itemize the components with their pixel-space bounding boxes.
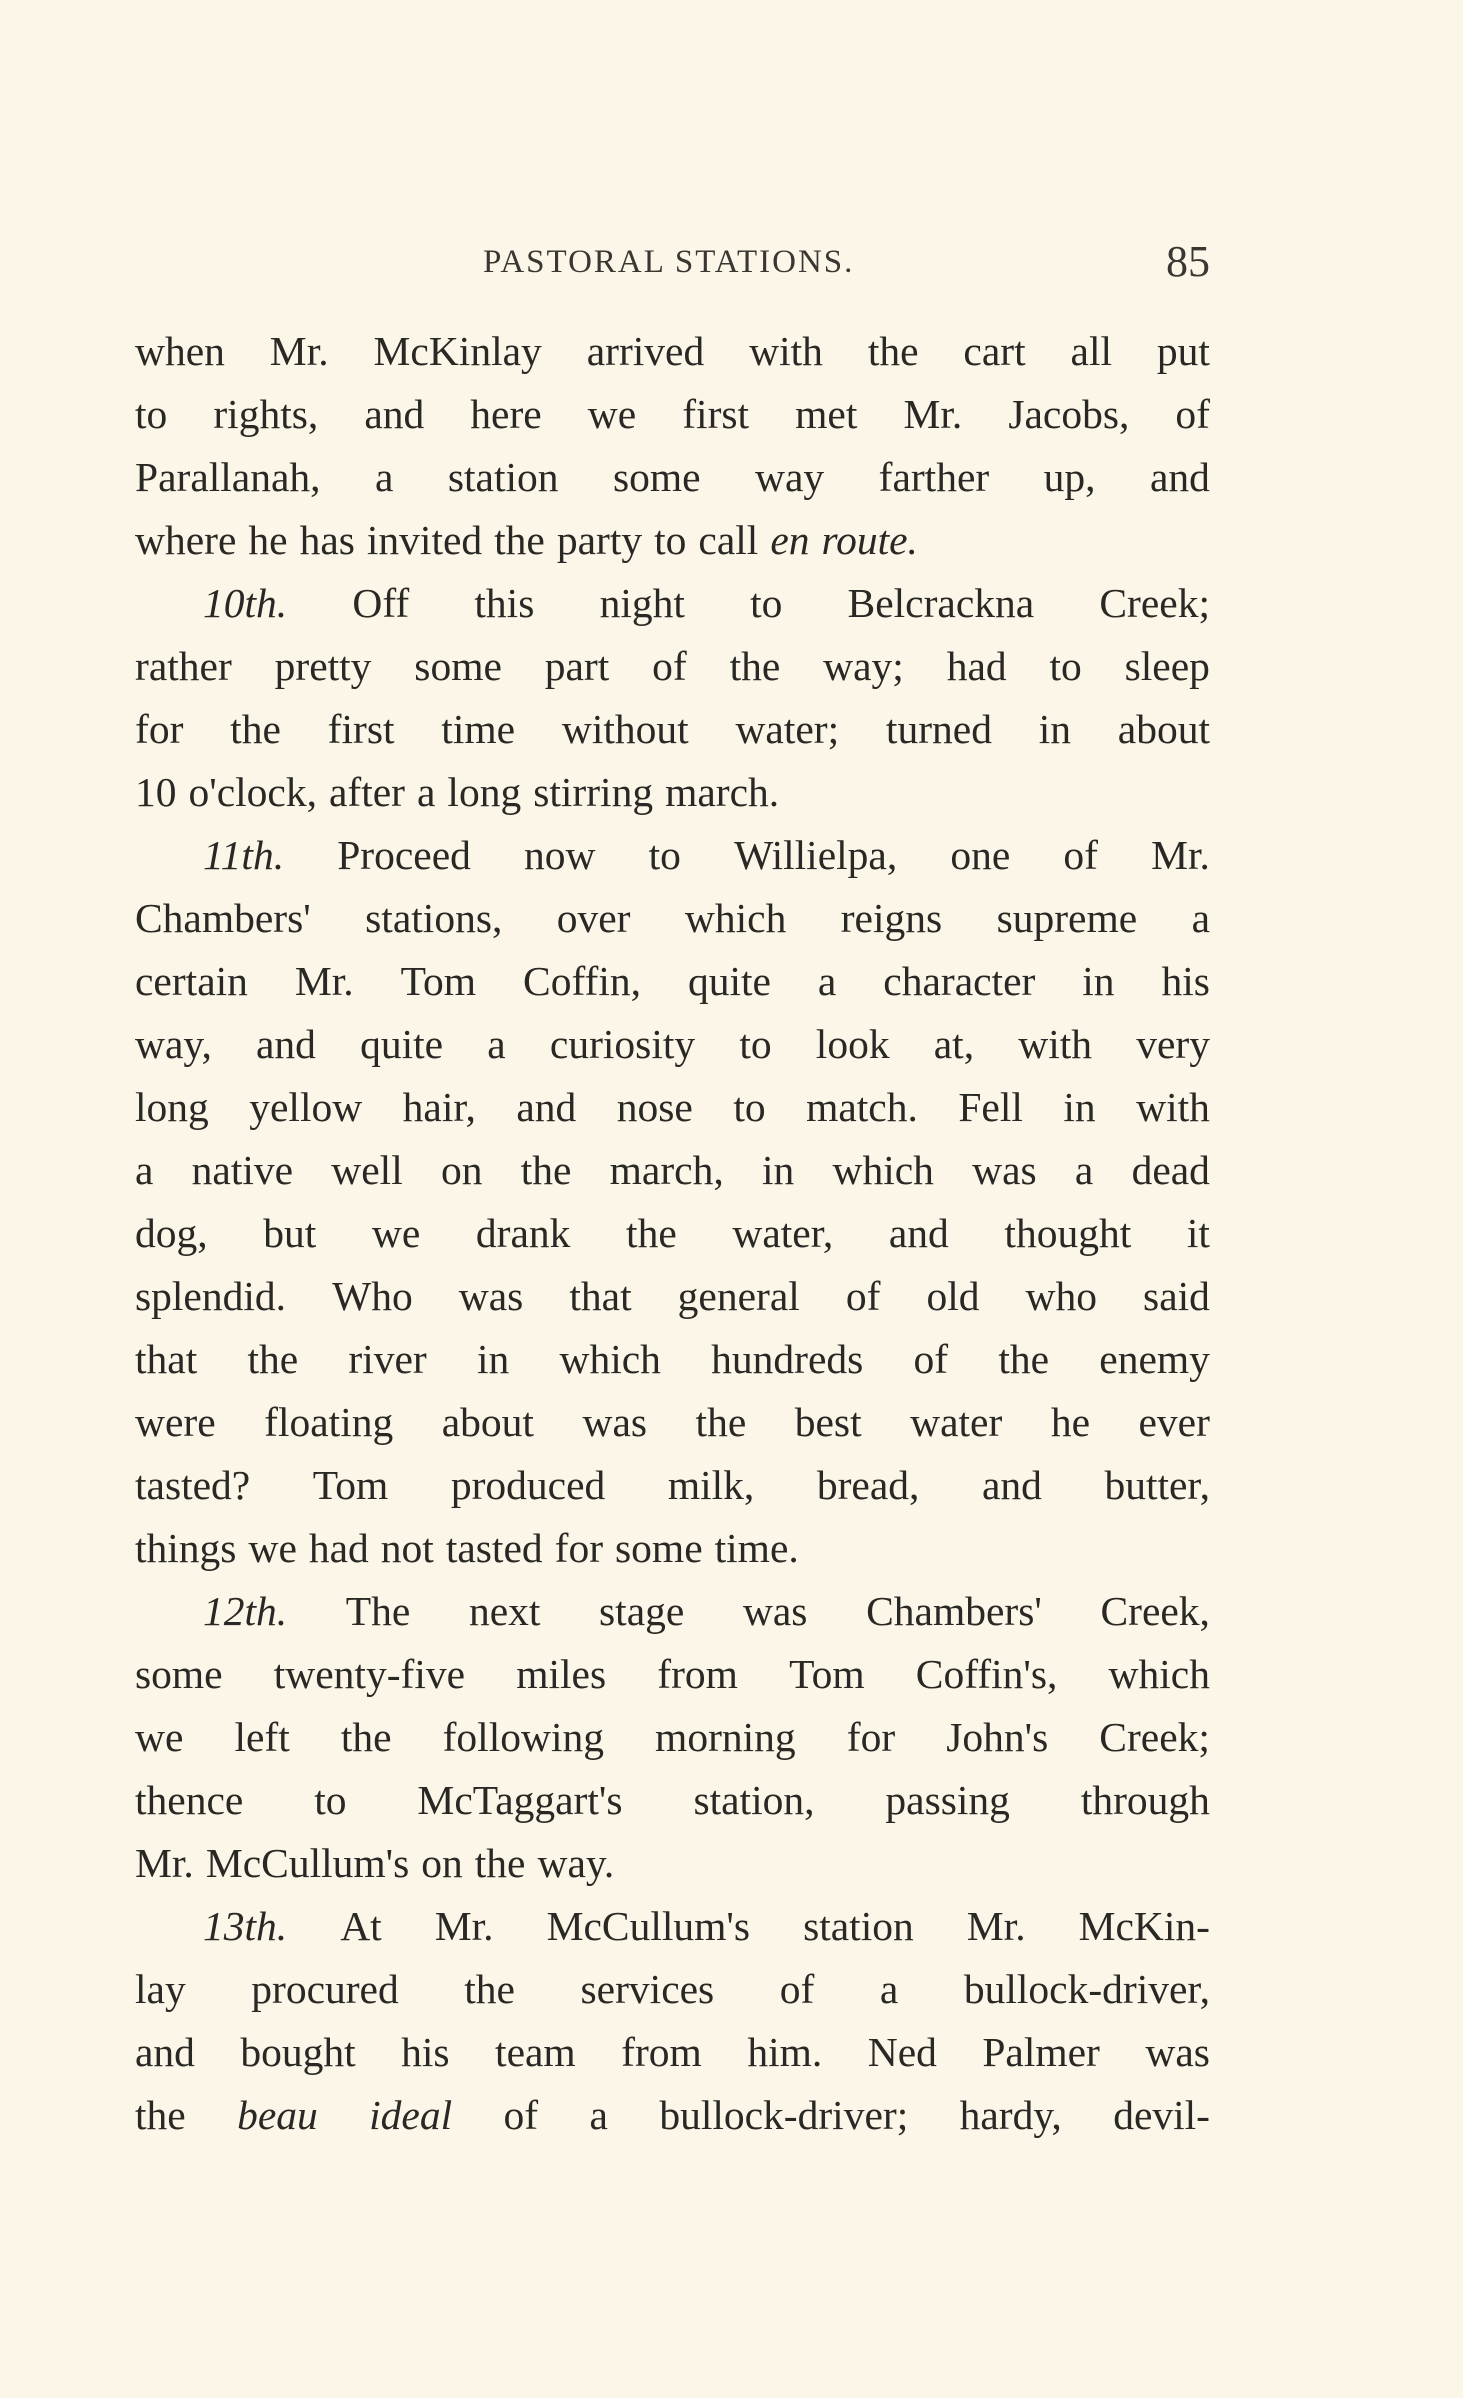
word: lay <box>135 1966 186 2012</box>
word: we <box>248 1525 297 1571</box>
word: curiosity <box>549 1021 696 1067</box>
word: hair, <box>402 1084 476 1130</box>
word: in <box>476 1336 510 1382</box>
word: a <box>589 2092 608 2138</box>
word: cart <box>963 328 1026 374</box>
word: yellow <box>249 1084 363 1130</box>
text-line <box>135 1139 1210 1202</box>
word: reigns <box>840 895 943 941</box>
body-text <box>135 320 1210 2147</box>
word: up, <box>1043 454 1096 500</box>
text-line <box>135 1643 1210 1706</box>
word: splendid. <box>135 1273 287 1319</box>
word: but <box>263 1210 317 1256</box>
word: well <box>331 1147 403 1193</box>
word: the <box>998 1336 1050 1382</box>
text-line <box>135 824 1210 887</box>
word: Creek; <box>1099 1714 1210 1760</box>
word: to <box>1049 643 1082 689</box>
word: and <box>981 1462 1042 1508</box>
word: Creek; <box>1099 580 1210 626</box>
word: he <box>248 517 288 563</box>
word: and <box>516 1084 577 1130</box>
word: hardy, <box>959 2092 1062 2138</box>
word: dead <box>1131 1147 1210 1193</box>
word: left <box>234 1714 290 1760</box>
word: next <box>468 1588 541 1634</box>
word: tasted? <box>135 1462 251 1508</box>
word: look <box>815 1021 890 1067</box>
word: to <box>739 1021 772 1067</box>
word: his <box>1161 958 1210 1004</box>
word: Jacobs, <box>1008 391 1130 437</box>
word: stage <box>599 1588 685 1634</box>
word: to <box>314 1777 347 1823</box>
word: the <box>474 1840 526 1886</box>
word: said <box>1143 1273 1210 1319</box>
word: McCullum's <box>205 1840 410 1886</box>
text-line <box>135 1580 1210 1643</box>
word: pretty <box>274 643 372 689</box>
word: night <box>599 580 685 626</box>
text-line <box>135 1328 1210 1391</box>
word: drank <box>475 1210 571 1256</box>
word: with <box>1136 1084 1210 1130</box>
word: had <box>308 1525 369 1571</box>
word: the <box>695 1399 747 1445</box>
word: Proceed <box>337 832 471 878</box>
word: long <box>447 769 522 815</box>
word: invited <box>366 517 483 563</box>
word: after <box>328 769 405 815</box>
word: things <box>135 1525 237 1571</box>
text-line <box>135 446 1210 509</box>
word: 13th. <box>203 1903 288 1949</box>
word: time <box>441 706 516 752</box>
word: enemy <box>1099 1336 1210 1382</box>
text-line <box>135 950 1210 1013</box>
text-line <box>135 2084 1210 2147</box>
word: was <box>458 1273 524 1319</box>
word: ideal <box>369 2092 453 2138</box>
word: to <box>750 580 783 626</box>
word: Coffin, <box>523 958 642 1004</box>
word: Mr. <box>294 958 354 1004</box>
text-line <box>135 1013 1210 1076</box>
word: 11th. <box>203 832 285 878</box>
word: procured <box>251 1966 399 2012</box>
word: bread, <box>816 1462 920 1508</box>
word: twenty-five <box>273 1651 466 1697</box>
word: old <box>926 1273 980 1319</box>
word: part <box>544 643 610 689</box>
word: The <box>345 1588 411 1634</box>
word: a <box>135 1147 154 1193</box>
word: the <box>230 706 281 752</box>
text-line <box>135 1391 1210 1454</box>
word: had <box>946 643 1007 689</box>
word: which <box>559 1336 661 1382</box>
word: time. <box>714 1525 799 1571</box>
word: miles <box>516 1651 607 1697</box>
word: way <box>755 454 825 500</box>
word: him. <box>747 2029 823 2075</box>
word: which <box>684 895 787 941</box>
text-line <box>135 698 1210 761</box>
word: Belcrackna <box>847 580 1035 626</box>
word: turned <box>885 706 992 752</box>
word: Chambers' <box>866 1588 1042 1634</box>
word: of <box>503 2092 539 2138</box>
word: were <box>135 1399 216 1445</box>
word: the <box>867 328 919 374</box>
word: Coffin's, <box>915 1651 1058 1697</box>
running-head-title: PASTORAL STATIONS. <box>483 244 855 280</box>
word: the <box>520 1147 572 1193</box>
word: we <box>371 1210 421 1256</box>
word: Willielpa, <box>734 832 898 878</box>
word: Parallanah, <box>135 454 321 500</box>
word: 10 <box>135 769 177 815</box>
text-line <box>135 1454 1210 1517</box>
word: first <box>327 706 395 752</box>
word: a <box>417 769 436 815</box>
text-line <box>135 2021 1210 2084</box>
text-line <box>135 1706 1210 1769</box>
word: nose <box>616 1084 693 1130</box>
text-line <box>135 1895 1210 1958</box>
word: devil- <box>1113 2092 1210 2138</box>
word: beau <box>237 2092 318 2138</box>
word: a <box>487 1021 506 1067</box>
word: to <box>733 1084 766 1130</box>
word: for <box>554 1525 604 1571</box>
word: Mr. <box>1151 832 1210 878</box>
word: with <box>1018 1021 1093 1067</box>
word: his <box>401 2029 450 2075</box>
word: McKinlay <box>373 328 542 374</box>
text-line <box>135 1202 1210 1265</box>
word: 12th. <box>203 1588 288 1634</box>
word: where <box>135 517 237 563</box>
word: on <box>421 1840 463 1886</box>
text-line <box>135 887 1210 950</box>
word: the <box>464 1966 515 2012</box>
word: John's <box>946 1714 1049 1760</box>
word: some <box>612 454 701 500</box>
word: Ned <box>867 2029 937 2075</box>
word: passing <box>885 1777 1010 1823</box>
word: floating <box>264 1399 394 1445</box>
word: thence <box>135 1777 244 1823</box>
word: without <box>561 706 689 752</box>
word: we <box>587 391 637 437</box>
word: supreme <box>996 895 1138 941</box>
word: and <box>888 1210 949 1256</box>
word: route. <box>821 517 918 563</box>
word: here <box>470 391 542 437</box>
word: all <box>1070 328 1113 374</box>
word: water, <box>732 1210 834 1256</box>
word: in <box>1038 706 1072 752</box>
word: Mr. <box>135 1840 194 1886</box>
book-page <box>135 230 1210 2147</box>
word: bullock-driver; <box>659 2092 909 2138</box>
word: from <box>657 1651 738 1697</box>
text-line <box>135 320 1210 383</box>
word: first <box>682 391 750 437</box>
word: match. <box>806 1084 918 1130</box>
word: which <box>832 1147 934 1193</box>
word: now <box>524 832 596 878</box>
running-head <box>135 230 1210 300</box>
word: of <box>913 1336 949 1382</box>
word: Creek, <box>1100 1588 1210 1634</box>
word: milk, <box>667 1462 755 1508</box>
text-line <box>135 1265 1210 1328</box>
word: of <box>779 1966 815 2012</box>
word: he <box>1050 1399 1090 1445</box>
word: ever <box>1138 1399 1210 1445</box>
word: Tom <box>312 1462 389 1508</box>
word: a <box>374 454 394 500</box>
word: march, <box>609 1147 724 1193</box>
word: that <box>569 1273 632 1319</box>
word: some <box>615 1525 703 1571</box>
word: when <box>135 328 225 374</box>
word: not <box>380 1525 434 1571</box>
word: farther <box>878 454 990 500</box>
word: rights, <box>213 391 319 437</box>
word: put <box>1156 328 1210 374</box>
word: water <box>910 1399 1003 1445</box>
word: McTaggart's <box>417 1777 623 1823</box>
word: butter, <box>1104 1462 1210 1508</box>
word: quite <box>687 958 771 1004</box>
word: way. <box>537 1840 615 1886</box>
word: certain <box>135 958 248 1004</box>
word: we <box>135 1714 184 1760</box>
word: call <box>698 517 759 563</box>
word: Off <box>352 580 410 626</box>
word: the <box>135 2092 186 2138</box>
word: which <box>1108 1651 1210 1697</box>
word: on <box>440 1147 483 1193</box>
word: about <box>441 1399 534 1445</box>
word: was <box>1145 2029 1210 2075</box>
word: to <box>135 391 168 437</box>
word: long <box>135 1084 209 1130</box>
word: dog, <box>135 1210 208 1256</box>
word: was <box>742 1588 808 1634</box>
word: services <box>580 1966 715 2012</box>
text-line <box>135 1958 1210 2021</box>
word: of <box>845 1273 881 1319</box>
word: produced <box>450 1462 606 1508</box>
word: At <box>340 1903 382 1949</box>
word: McCullum's <box>546 1903 751 1949</box>
word: the <box>626 1210 677 1256</box>
word: stirring <box>533 769 654 815</box>
word: some <box>135 1651 223 1697</box>
word: thought <box>1004 1210 1132 1256</box>
word: to <box>648 832 681 878</box>
word: from <box>621 2029 702 2075</box>
word: stations, <box>365 895 503 941</box>
word: over <box>556 895 631 941</box>
word: Tom <box>789 1651 865 1697</box>
text-line <box>135 1769 1210 1832</box>
word: to <box>654 517 687 563</box>
word: through <box>1080 1777 1210 1823</box>
word: morning <box>655 1714 796 1760</box>
word: with <box>749 328 823 374</box>
text-line <box>135 1517 1210 1580</box>
word: hundreds <box>711 1336 864 1382</box>
word: and <box>135 2029 195 2075</box>
word: Fell <box>958 1084 1023 1130</box>
word: best <box>794 1399 862 1445</box>
word: who <box>1025 1273 1097 1319</box>
word: this <box>474 580 535 626</box>
text-line <box>135 509 1210 572</box>
word: tasted <box>445 1525 543 1571</box>
word: for <box>135 706 184 752</box>
word: bought <box>240 2029 356 2075</box>
text-line <box>135 635 1210 698</box>
word: rather <box>135 643 232 689</box>
word: a <box>1191 895 1210 941</box>
word: a <box>1074 1147 1094 1193</box>
word: station, <box>693 1777 815 1823</box>
word: some <box>414 643 502 689</box>
word: and <box>256 1021 316 1067</box>
word: Mr. <box>903 391 963 437</box>
word: of <box>1063 832 1098 878</box>
word: station <box>447 454 559 500</box>
word: Palmer <box>982 2029 1100 2075</box>
word: the <box>494 517 545 563</box>
word: native <box>191 1147 294 1193</box>
word: 10th. <box>203 580 288 626</box>
word: that <box>135 1336 198 1382</box>
word: Who <box>332 1273 413 1319</box>
word: of <box>652 643 687 689</box>
text-line <box>135 1832 1210 1895</box>
word: and <box>1150 454 1210 500</box>
word: one <box>950 832 1011 878</box>
word: arrived <box>586 328 705 374</box>
word: water; <box>735 706 840 752</box>
word: McKin- <box>1078 1903 1210 1949</box>
word: quite <box>360 1021 444 1067</box>
word: about <box>1117 706 1210 752</box>
word: station <box>803 1903 914 1949</box>
text-line <box>135 1076 1210 1139</box>
word: a <box>817 958 837 1004</box>
word: of <box>1175 391 1210 437</box>
word: in <box>1063 1084 1096 1130</box>
word: way, <box>135 1021 212 1067</box>
word: it <box>1186 1210 1210 1256</box>
word: way; <box>823 643 904 689</box>
word: has <box>299 517 355 563</box>
word: sleep <box>1124 643 1210 689</box>
text-line <box>135 572 1210 635</box>
word: for <box>846 1714 896 1760</box>
word: the <box>247 1336 299 1382</box>
word: met <box>795 391 858 437</box>
word: was <box>582 1399 648 1445</box>
word: in <box>761 1147 795 1193</box>
word: Mr. <box>269 328 329 374</box>
word: at, <box>933 1021 975 1067</box>
text-line <box>135 383 1210 446</box>
word: Chambers' <box>135 895 311 941</box>
word: was <box>972 1147 1037 1193</box>
page-number: 85 <box>1166 237 1210 286</box>
word: character <box>883 958 1036 1004</box>
word: bullock-driver, <box>963 1966 1210 2012</box>
word: river <box>348 1336 427 1382</box>
word: Tom <box>400 958 477 1004</box>
word: party <box>556 517 643 563</box>
word: team <box>495 2029 576 2075</box>
word: and <box>364 391 425 437</box>
text-line <box>135 761 1210 824</box>
word: en <box>770 517 810 563</box>
word: in <box>1082 958 1115 1004</box>
word: march. <box>665 769 780 815</box>
word: Mr. <box>966 1903 1026 1949</box>
word: o'clock, <box>188 769 317 815</box>
word: very <box>1136 1021 1210 1067</box>
word: following <box>442 1714 604 1760</box>
word: a <box>879 1966 899 2012</box>
word: general <box>677 1273 800 1319</box>
word: Mr. <box>434 1903 494 1949</box>
word: the <box>340 1714 392 1760</box>
word: the <box>729 643 781 689</box>
